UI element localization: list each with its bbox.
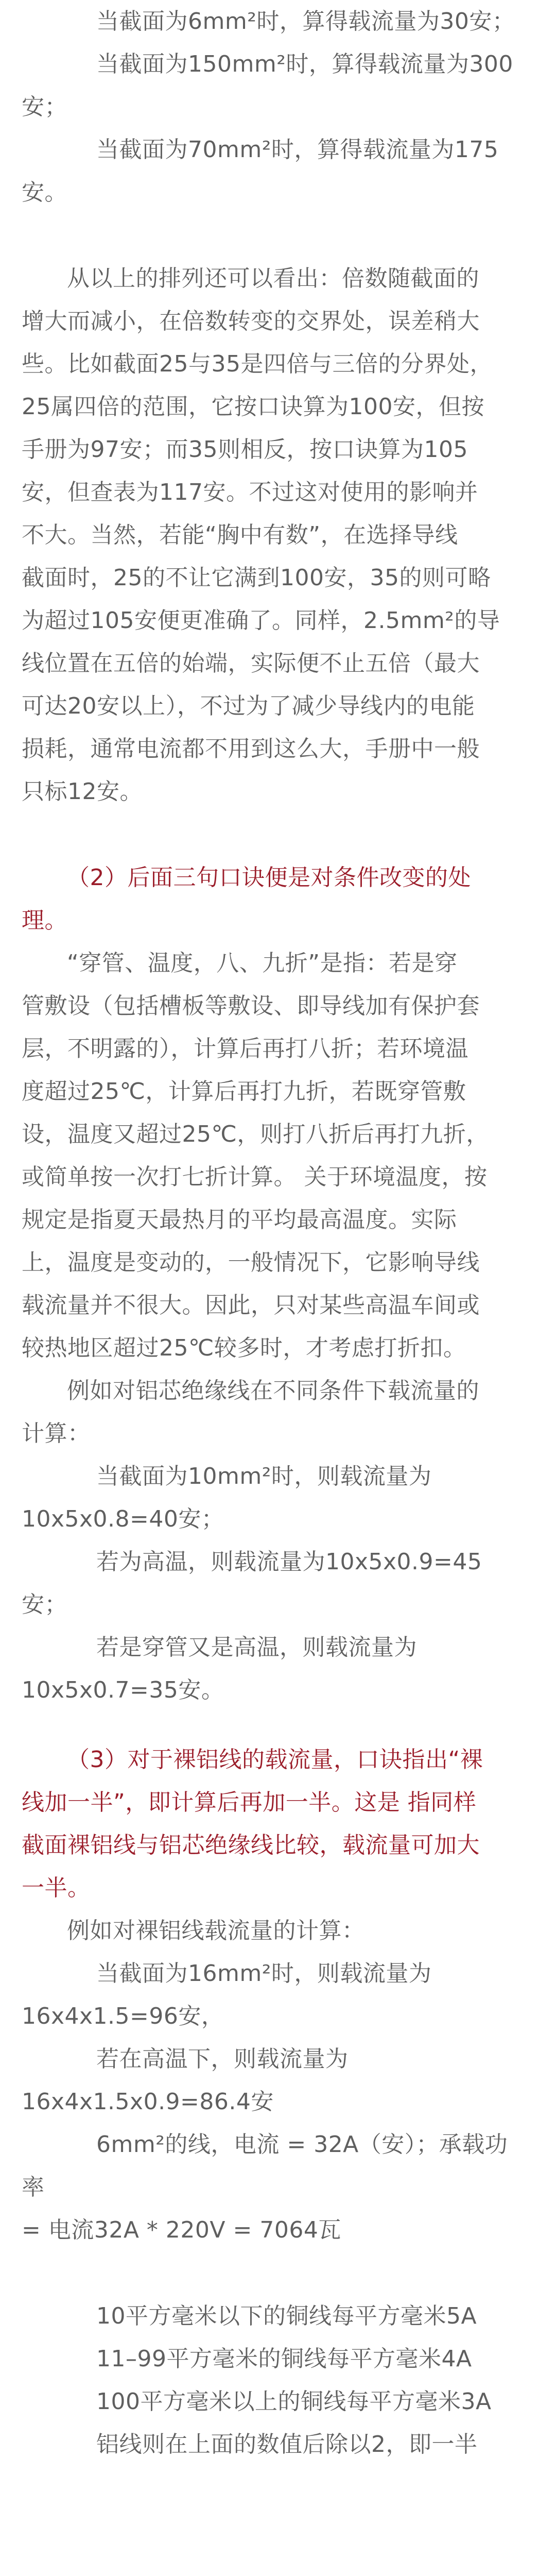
paragraph-line: 当截面为70mm²时，算得载流量为175 bbox=[96, 137, 499, 163]
paragraph-line: 管敷设（包括槽板等敷设、即导线加有保护套 bbox=[22, 993, 480, 1019]
paragraph-line: 为超过105安便更准确了。同样，2.5mm²的导 bbox=[22, 607, 500, 634]
paragraph-line: 例如对裸铝线载流量的计算： bbox=[67, 1918, 365, 1944]
paragraph-line: 若为高温，则载流量为10x5x0.9=45安； bbox=[22, 1549, 482, 1618]
paragraph-line: 层，不明露的），计算后再打八折；若环境温 bbox=[22, 1036, 468, 1062]
paragraph-line: “穿管、温度，八、九折”是指：若是穿 bbox=[67, 950, 458, 976]
section-heading: 截面裸铝线与铝芯绝缘线比较，载流量可加大 bbox=[22, 1832, 480, 1858]
paragraph-line: 或简单按一次打七折计算。 关于环境温度，按 bbox=[22, 1164, 488, 1190]
paragraph-line: 10x5x0.8=40安； bbox=[22, 1506, 224, 1532]
section-heading: 线加一半”，即计算后再加一半。这是 指同样 bbox=[22, 1789, 477, 1816]
paragraph-line: 可达20安以上），不过为了减少导线内的电能 bbox=[22, 693, 475, 719]
section-heading: （3）对于裸铝线的载流量，口诀指出“裸 bbox=[67, 1747, 483, 1773]
paragraph-line: 些。比如截面25与35是四倍与三倍的分界处， bbox=[22, 351, 493, 377]
paragraph-line: 若是穿管又是高温，则载流量为 bbox=[96, 1634, 417, 1660]
paragraph-line: 例如对铝芯绝缘线在不同条件下载流量的 bbox=[67, 1378, 479, 1404]
paragraph-line: 载流量并不很大。因此，只对某些高温车间或 bbox=[22, 1292, 480, 1318]
paragraph-line: 10平方毫米以下的铜线每平方毫米5A bbox=[96, 2303, 477, 2329]
paragraph-line: 度超过25℃，计算后再打九折，若既穿管敷 bbox=[22, 1078, 466, 1105]
paragraph-line: 不大。当然，若能“胸中有数”，在选择导线 bbox=[22, 522, 458, 548]
paragraph-line: 安，但查表为117安。不过这对使用的影响并 bbox=[22, 479, 478, 505]
paragraph-line: 25属四倍的范围，它按口诀算为100安，但按 bbox=[22, 394, 484, 420]
paragraph-line: 规定是指夏天最热月的平均最高温度。实际 bbox=[22, 1207, 457, 1233]
paragraph-line: 当截面为150mm²时，算得载流量为300 bbox=[96, 51, 513, 77]
paragraph-line: 100平方毫米以上的铜线每平方毫米3A bbox=[96, 2388, 492, 2415]
paragraph-line: 安； bbox=[22, 94, 67, 120]
paragraph-line: 当截面为16mm²时，则载流量为 bbox=[96, 1960, 432, 1987]
section-heading: （2）后面三句口诀便是对条件改变的处 bbox=[67, 865, 471, 891]
paragraph-line: 截面时，25的不让它满到100安，35的则可略 bbox=[22, 565, 491, 591]
paragraph-line: 当截面为10mm²时，则载流量为 bbox=[96, 1463, 432, 1489]
paragraph-line: 增大而减小，在倍数转变的交界处，误差稍大 bbox=[22, 308, 480, 334]
paragraph-line: 当截面为6mm²时，算得载流量为30安； bbox=[96, 8, 515, 35]
paragraph-line: 上，温度是变动的，一般情况下，它影响导线 bbox=[22, 1249, 480, 1276]
paragraph-line: = 电流32A * 220V = 7064瓦 bbox=[22, 2217, 341, 2243]
paragraph-line: 11–99平方毫米的铜线每平方毫米4A bbox=[96, 2346, 472, 2372]
paragraph-line: 损耗，通常电流都不用到这么大，手册中一般 bbox=[22, 736, 480, 762]
paragraph-line: 设，温度又超过25℃，则打八折后再打九折， bbox=[22, 1121, 489, 1147]
paragraph-line: 安。 bbox=[22, 179, 67, 206]
paragraph-line: 16x4x1.5x0.9=86.4安 bbox=[22, 2089, 274, 2115]
paragraph-line: 从以上的排列还可以看出：倍数随截面的 bbox=[67, 265, 479, 292]
paragraph-line: 10x5x0.7=35安。 bbox=[22, 1677, 224, 1703]
paragraph-line: 手册为97安；而35则相反，按口诀算为105 bbox=[22, 436, 468, 463]
paragraph-line: 16x4x1.5=96安， bbox=[22, 2003, 224, 2029]
paragraph-line: 计算： bbox=[22, 1420, 91, 1447]
paragraph-line: 线位置在五倍的始端，实际便不止五倍（最大 bbox=[22, 650, 480, 676]
section-heading: 一半。 bbox=[22, 1875, 91, 1901]
paragraph-line: 若在高温下，则载流量为 bbox=[96, 2046, 349, 2072]
paragraph-line: 铝线则在上面的数值后除以2，即一半 bbox=[96, 2431, 478, 2458]
section-heading: 理。 bbox=[22, 907, 67, 934]
paragraph-line: 6mm²的线，电流 = 32A（安）；承载功率 bbox=[22, 2131, 508, 2200]
paragraph-line: 较热地区超过25℃较多时，才考虑打折扣。 bbox=[22, 1335, 466, 1361]
paragraph-line: 只标12安。 bbox=[22, 778, 143, 805]
